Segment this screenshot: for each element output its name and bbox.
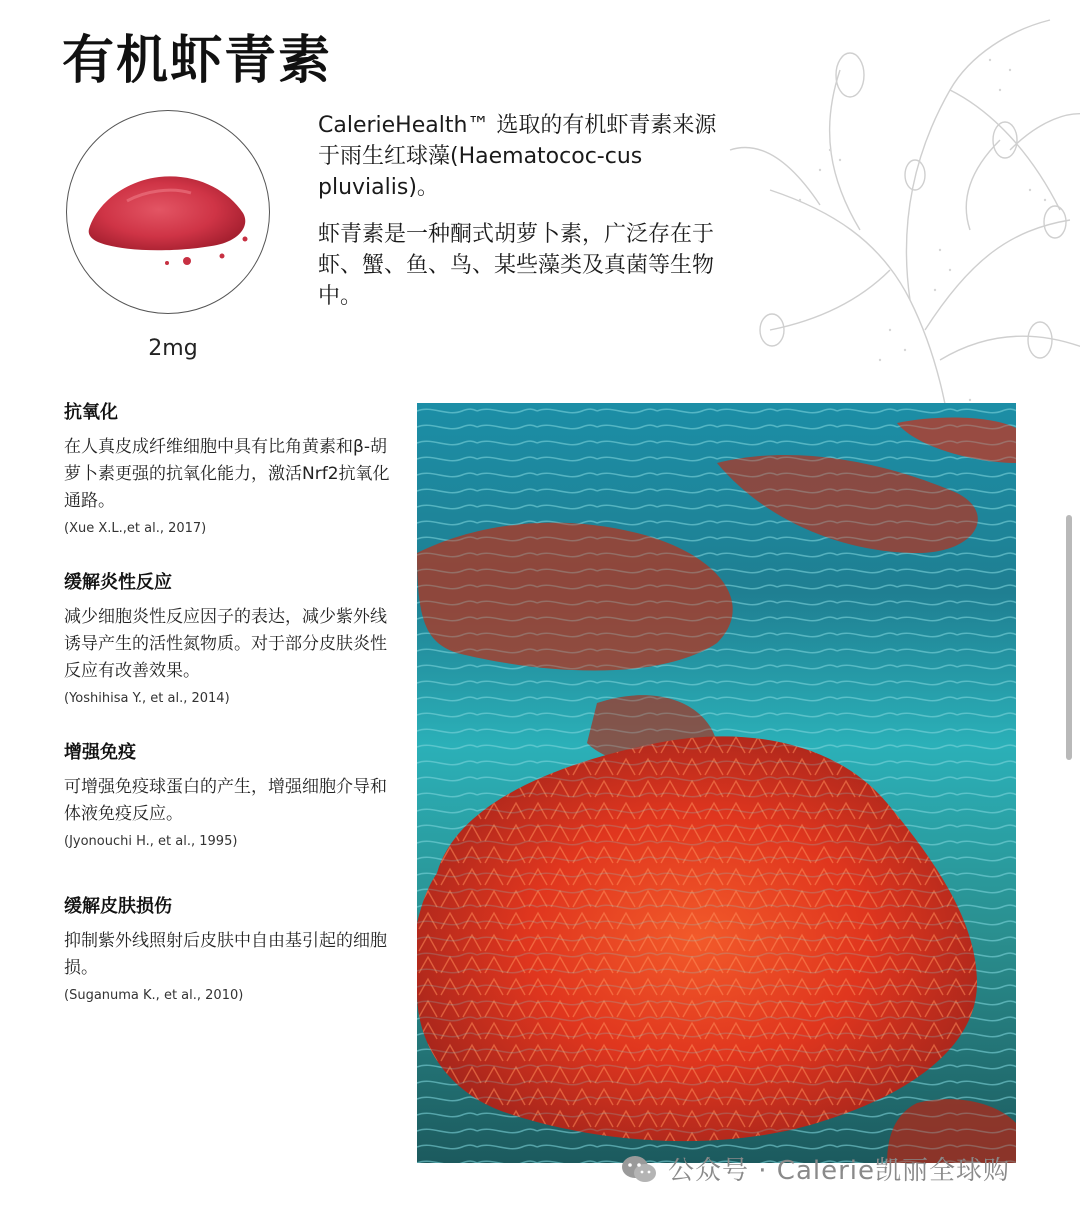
- benefit-title: 缓解皮肤损伤: [64, 896, 172, 917]
- benefit-description: 减少细胞炎性反应因子的表达，减少紫外线诱导产生的活性氮物质。对于部分皮肤炎性反应有改善效果。: [64, 607, 387, 681]
- intro-text: [318, 110, 718, 328]
- benefit-citation: (Suganuma K., et al., 2010): [64, 988, 244, 1003]
- benefit-description: 可增强免疫球蛋白的产生，增强细胞介导和体液免疫反应。: [64, 777, 387, 824]
- benefit-title: 缓解炎性反应: [64, 572, 172, 593]
- wechat-icon: [620, 1154, 658, 1184]
- benefit-title: 抗氧化: [64, 402, 118, 423]
- benefit-citation: (Jyonouchi H., et al., 1995): [64, 834, 238, 849]
- benefit-item: [64, 398, 394, 536]
- benefit-item: [64, 568, 394, 706]
- benefit-citation: (Yoshihisa Y., et al., 2014): [64, 691, 230, 706]
- benefit-item: [64, 738, 394, 849]
- benefit-citation: (Xue X.L.,et al., 2017): [64, 521, 207, 536]
- astaxanthin-powder-image: [66, 110, 270, 314]
- page-title: 有机虾青素: [62, 31, 333, 91]
- dose-label: 2mg: [148, 336, 198, 361]
- benefit-description: 在人真皮成纤维细胞中具有比角黄素和β-胡萝卜素更强的抗氧化能力，激活Nrf2抗氧化通路。: [64, 437, 390, 511]
- intro-paragraph: CalerieHealth™ 选取的有机虾青素来源于雨生红球藻(Haematococ-cus pluvialis)。: [318, 113, 717, 200]
- watermark-text: 公众号 · Calerie凯丽全球购: [668, 1156, 1011, 1186]
- scrollbar[interactable]: [1066, 515, 1072, 760]
- benefit-description: 抑制紫外线照射后皮肤中自由基引起的细胞损。: [64, 931, 387, 978]
- watermark: [620, 1150, 1010, 1187]
- intro-paragraph: 虾青素是一种酮式胡萝卜素，广泛存在于虾、蟹、鱼、鸟、某些藻类及真菌等生物中。: [318, 222, 715, 309]
- benefit-title: 增强免疫: [64, 742, 136, 763]
- benefit-item: [64, 892, 394, 1003]
- red-algae-water-photo: [417, 403, 1016, 1163]
